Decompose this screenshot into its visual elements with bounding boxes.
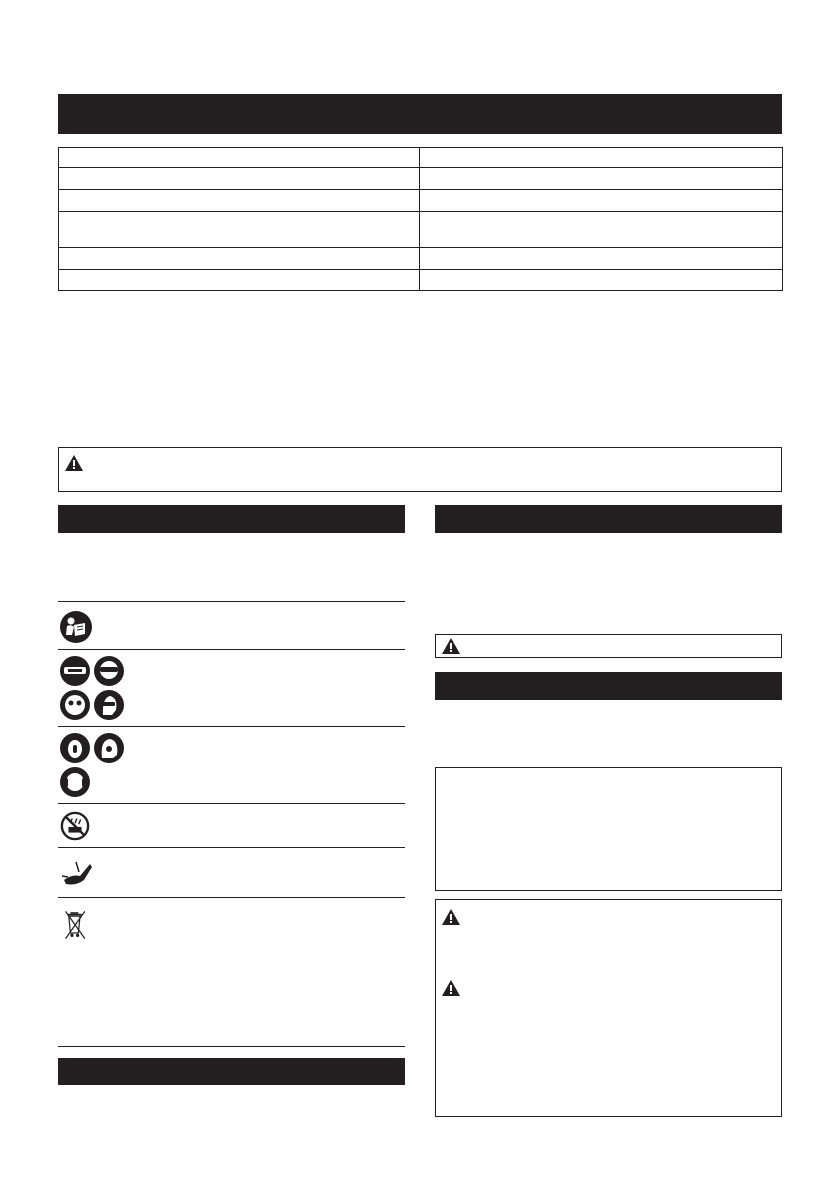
spec-value xyxy=(420,212,783,248)
full-face-shield-icon xyxy=(60,690,90,720)
spec-label xyxy=(59,190,420,212)
spec-label xyxy=(59,212,420,248)
read-manual-icon xyxy=(60,611,92,643)
table-row xyxy=(59,248,783,270)
spec-label xyxy=(59,148,420,168)
spec-label xyxy=(59,168,420,190)
eye-protection-icon xyxy=(58,650,128,727)
right-heading-bar-one xyxy=(435,505,782,533)
right-heading-bar-two xyxy=(435,672,782,700)
symbol-row-ear-protection xyxy=(58,726,405,803)
symbol-row-disposal xyxy=(58,897,405,1046)
warning-strip xyxy=(435,634,782,658)
head-protection-icon xyxy=(94,733,124,763)
spec-value xyxy=(420,270,783,291)
specifications-table xyxy=(58,147,783,291)
specifications-heading-bar xyxy=(58,94,782,134)
table-row xyxy=(59,148,783,168)
symbol-row-read-manual xyxy=(58,601,405,649)
earmuffs-icon xyxy=(60,733,90,763)
spec-label xyxy=(59,248,420,270)
info-box xyxy=(435,767,782,891)
table-row xyxy=(59,212,783,248)
warning-triangle-icon xyxy=(442,638,460,654)
warning-triangle-icon xyxy=(65,455,83,471)
symbol-row-eye-protection xyxy=(58,649,405,726)
face-shield-icon xyxy=(60,656,90,686)
safety-goggles-icon xyxy=(94,656,124,686)
ear-plugs-icon xyxy=(60,767,90,797)
spec-value xyxy=(420,168,783,190)
crossed-out-wheeled-bin-icon xyxy=(64,908,88,942)
symbol-row-no-rain xyxy=(58,803,405,847)
spec-label xyxy=(59,270,420,291)
spec-value xyxy=(420,248,783,270)
warning-triangle-icon xyxy=(442,909,460,925)
left-bottom-heading-bar xyxy=(58,1058,405,1085)
symbols-table-bottom-rule xyxy=(58,1046,405,1047)
flying-debris-hazard-icon xyxy=(60,858,94,888)
warning-triangle-icon xyxy=(442,980,460,996)
table-row xyxy=(59,168,783,190)
ear-protection-icon xyxy=(58,727,128,804)
table-row xyxy=(59,190,783,212)
spec-value xyxy=(420,190,783,212)
warning-box-right xyxy=(435,899,782,1117)
spec-value xyxy=(420,148,783,168)
symbols-heading-bar xyxy=(58,505,405,533)
no-rain-exposure-icon xyxy=(60,811,90,841)
warning-box-top xyxy=(58,447,782,492)
safety-glasses-icon xyxy=(94,690,124,720)
table-row xyxy=(59,270,783,291)
symbol-row-flying-debris xyxy=(58,847,405,897)
